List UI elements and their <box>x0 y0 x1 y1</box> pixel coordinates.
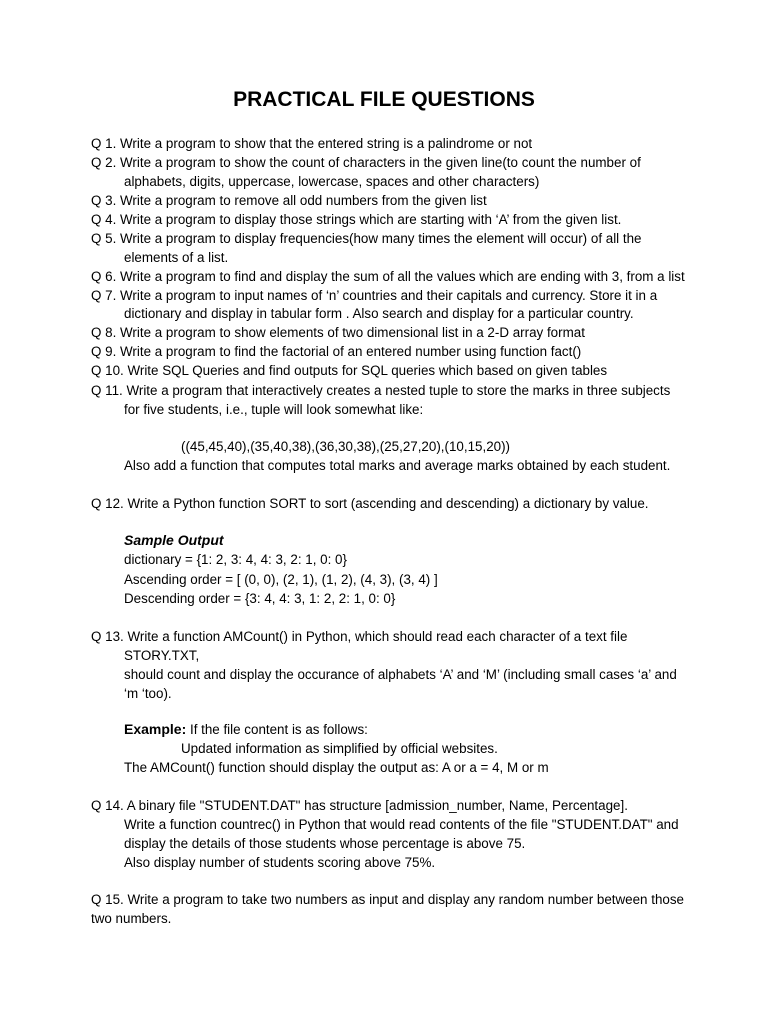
example-file-content: Updated information as simplified by official websites. <box>181 741 498 756</box>
question-15: Q 15. Write a program to take two numbers as input and display any random number between those <box>91 892 684 907</box>
tuple-example: ((45,45,40),(35,40,38),(36,30,38),(25,27,20),(10,15,20)) <box>181 439 511 454</box>
question-14-continued-3: Also display number of students scoring above 75%. <box>124 855 436 870</box>
sample-output-heading: Sample Output <box>124 532 224 548</box>
sample-ascending: Ascending order = [ (0, 0), (2, 1), (1, 2), (4, 3), (3, 4) ] <box>124 572 438 587</box>
question-13-continued: should count and display the occurance of alphabets ‘A’ and ‘M’ (including small cases ‘a’ and <box>124 667 677 682</box>
question-1: Q 1. Write a program to show that the entered string is a palindrome or not <box>91 136 533 151</box>
question-14-continued-2: display the details of those students whose percentage is above 75. <box>124 836 526 851</box>
example-output: The AMCount() function should display the output as: A or a = 4, M or m <box>124 760 549 775</box>
question-11-extra: Also add a function that computes total marks and average marks obtained by each student. <box>124 458 671 473</box>
question-3: Q 3. Write a program to remove all odd numbers from the given list <box>91 193 487 208</box>
question-14-continued: Write a function countrec() in Python that would read contents of the file "STUDENT.DAT" and <box>124 817 679 832</box>
example-text: If the file content is as follows: <box>186 722 368 737</box>
question-6: Q 6. Write a program to find and display the sum of all the values which are ending with 3, from a list <box>91 269 685 284</box>
question-9: Q 9. Write a program to find the factorial of an entered number using function fact() <box>91 344 582 359</box>
question-7-continued: dictionary and display in tabular form . Also search and display for a particular country. <box>124 306 634 321</box>
question-13-continued-2: ‘m ‘too). <box>124 686 172 701</box>
question-8: Q 8. Write a program to show elements of two dimensional list in a 2-D array format <box>91 325 585 340</box>
question-14: Q 14. A binary file "STUDENT.DAT" has structure [admission_number, Name, Percentage]. <box>91 798 628 813</box>
question-2-continued: alphabets, digits, uppercase, lowercase, spaces and other characters) <box>124 174 540 189</box>
sample-descending: Descending order = {3: 4, 4: 3, 1: 2, 2: 1, 0: 0} <box>124 591 396 606</box>
question-2: Q 2. Write a program to show the count of characters in the given line(to count the number of <box>91 155 641 170</box>
question-5: Q 5. Write a program to display frequencies(how many times the element will occur) of all the <box>91 231 642 246</box>
question-12: Q 12. Write a Python function SORT to sort (ascending and descending) a dictionary by value. <box>91 496 649 511</box>
question-11-continued: for five students, i.e., tuple will look somewhat like: <box>124 402 424 417</box>
question-7: Q 7. Write a program to input names of ‘n’ countries and their capitals and currency. Store it in a <box>91 288 658 303</box>
question-13-filename: STORY.TXT, <box>124 648 200 663</box>
question-15-continued: two numbers. <box>91 911 172 926</box>
example-label: Example: <box>124 721 187 737</box>
example-line <box>124 720 368 739</box>
question-11: Q 11. Write a program that interactively creates a nested tuple to store the marks in three subjects <box>91 383 671 398</box>
question-10: Q 10. Write SQL Queries and find outputs for SQL queries which based on given tables <box>91 363 608 378</box>
question-13: Q 13. Write a function AMCount() in Python, which should read each character of a text file <box>91 629 628 644</box>
page-title: PRACTICAL FILE QUESTIONS <box>233 88 535 111</box>
question-5-continued: elements of a list. <box>124 250 229 265</box>
question-4: Q 4. Write a program to display those strings which are starting with ‘A’ from the given list. <box>91 212 622 227</box>
sample-dictionary: dictionary = {1: 2, 3: 4, 4: 3, 2: 1, 0: 0} <box>124 552 347 567</box>
